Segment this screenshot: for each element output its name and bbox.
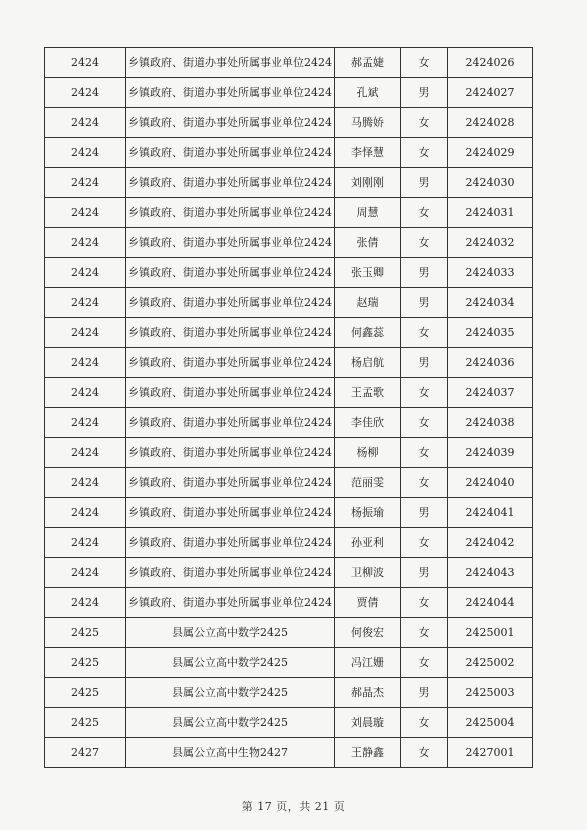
admission-id-cell: 2424027	[448, 78, 533, 108]
unit-name-cell: 乡镇政府、街道办事处所属事业单位2424	[126, 528, 335, 558]
admission-id-cell: 2425003	[448, 678, 533, 708]
admission-id-cell: 2424041	[448, 498, 533, 528]
gender-cell: 男	[401, 498, 448, 528]
gender-cell: 女	[401, 138, 448, 168]
position-code-cell: 2427	[45, 738, 126, 768]
page-footer: 第 17 页，共 21 页	[241, 800, 346, 813]
position-code-cell: 2424	[45, 528, 126, 558]
admission-id-cell: 2424026	[448, 48, 533, 78]
table-row	[45, 258, 533, 288]
candidate-name-cell: 郝晶杰	[335, 678, 401, 708]
table-row	[45, 438, 533, 468]
candidate-name-cell: 郝孟婕	[335, 48, 401, 78]
unit-name-cell: 乡镇政府、街道办事处所属事业单位2424	[126, 138, 335, 168]
admission-id-cell: 2424030	[448, 168, 533, 198]
table-row	[45, 528, 533, 558]
position-code-cell: 2424	[45, 378, 126, 408]
candidate-name-cell: 张倩	[335, 228, 401, 258]
gender-cell: 女	[401, 198, 448, 228]
candidate-name-cell: 李佳欣	[335, 408, 401, 438]
candidate-name-cell: 马腾娇	[335, 108, 401, 138]
gender-cell: 女	[401, 408, 448, 438]
unit-name-cell: 乡镇政府、街道办事处所属事业单位2424	[126, 168, 335, 198]
table-row	[45, 738, 533, 768]
admission-id-cell: 2427001	[448, 738, 533, 768]
admission-id-cell: 2424040	[448, 468, 533, 498]
gender-cell: 女	[401, 528, 448, 558]
table-row	[45, 468, 533, 498]
admission-id-cell: 2424035	[448, 318, 533, 348]
table-row	[45, 378, 533, 408]
admission-id-cell: 2424042	[448, 528, 533, 558]
table-row	[45, 498, 533, 528]
candidate-name-cell: 李怿慧	[335, 138, 401, 168]
candidate-name-cell: 何鑫蕊	[335, 318, 401, 348]
unit-name-cell: 乡镇政府、街道办事处所属事业单位2424	[126, 198, 335, 228]
table-row	[45, 78, 533, 108]
candidate-name-cell: 赵瑞	[335, 288, 401, 318]
gender-cell: 女	[401, 648, 448, 678]
table-row	[45, 198, 533, 228]
table-row	[45, 648, 533, 678]
candidate-table-body	[45, 48, 533, 768]
table-row	[45, 228, 533, 258]
unit-name-cell: 县属公立高中数学2425	[126, 708, 335, 738]
candidate-name-cell: 张玉卿	[335, 258, 401, 288]
unit-name-cell: 乡镇政府、街道办事处所属事业单位2424	[126, 408, 335, 438]
table-row	[45, 708, 533, 738]
position-code-cell: 2424	[45, 318, 126, 348]
position-code-cell: 2424	[45, 228, 126, 258]
gender-cell: 女	[401, 438, 448, 468]
unit-name-cell: 乡镇政府、街道办事处所属事业单位2424	[126, 588, 335, 618]
gender-cell: 女	[401, 738, 448, 768]
unit-name-cell: 乡镇政府、街道办事处所属事业单位2424	[126, 378, 335, 408]
gender-cell: 女	[401, 228, 448, 258]
gender-cell: 男	[401, 348, 448, 378]
gender-cell: 男	[401, 78, 448, 108]
admission-id-cell: 2424036	[448, 348, 533, 378]
admission-id-cell: 2424031	[448, 198, 533, 228]
table-row	[45, 108, 533, 138]
candidate-name-cell: 卫柳波	[335, 558, 401, 588]
unit-name-cell: 乡镇政府、街道办事处所属事业单位2424	[126, 438, 335, 468]
unit-name-cell: 乡镇政府、街道办事处所属事业单位2424	[126, 78, 335, 108]
position-code-cell: 2424	[45, 168, 126, 198]
admission-id-cell: 2424032	[448, 228, 533, 258]
position-code-cell: 2424	[45, 198, 126, 228]
admission-id-cell: 2425001	[448, 618, 533, 648]
admission-id-cell: 2424044	[448, 588, 533, 618]
position-code-cell: 2424	[45, 438, 126, 468]
unit-name-cell: 乡镇政府、街道办事处所属事业单位2424	[126, 108, 335, 138]
gender-cell: 男	[401, 678, 448, 708]
table-row	[45, 618, 533, 648]
position-code-cell: 2424	[45, 138, 126, 168]
table-row	[45, 558, 533, 588]
position-code-cell: 2425	[45, 618, 126, 648]
candidate-name-cell: 杨启航	[335, 348, 401, 378]
unit-name-cell: 乡镇政府、街道办事处所属事业单位2424	[126, 228, 335, 258]
candidate-name-cell: 刘晨璇	[335, 708, 401, 738]
candidate-name-cell: 孙亚利	[335, 528, 401, 558]
gender-cell: 男	[401, 168, 448, 198]
position-code-cell: 2425	[45, 708, 126, 738]
admission-id-cell: 2424038	[448, 408, 533, 438]
position-code-cell: 2424	[45, 108, 126, 138]
gender-cell: 女	[401, 318, 448, 348]
gender-cell: 男	[401, 558, 448, 588]
gender-cell: 男	[401, 288, 448, 318]
candidate-name-cell: 杨柳	[335, 438, 401, 468]
gender-cell: 女	[401, 708, 448, 738]
candidate-name-cell: 冯江姗	[335, 648, 401, 678]
candidate-name-cell: 王静鑫	[335, 738, 401, 768]
admission-id-cell: 2424039	[448, 438, 533, 468]
gender-cell: 女	[401, 468, 448, 498]
admission-id-cell: 2425004	[448, 708, 533, 738]
candidate-name-cell: 刘刚刚	[335, 168, 401, 198]
table-row	[45, 168, 533, 198]
candidate-name-cell: 范丽雯	[335, 468, 401, 498]
unit-name-cell: 乡镇政府、街道办事处所属事业单位2424	[126, 498, 335, 528]
admission-id-cell: 2424037	[448, 378, 533, 408]
position-code-cell: 2424	[45, 48, 126, 78]
position-code-cell: 2424	[45, 588, 126, 618]
admission-id-cell: 2424033	[448, 258, 533, 288]
unit-name-cell: 乡镇政府、街道办事处所属事业单位2424	[126, 258, 335, 288]
gender-cell: 女	[401, 588, 448, 618]
admission-id-cell: 2424028	[448, 108, 533, 138]
candidate-name-cell: 周慧	[335, 198, 401, 228]
admission-id-cell: 2424043	[448, 558, 533, 588]
unit-name-cell: 乡镇政府、街道办事处所属事业单位2424	[126, 558, 335, 588]
table-row	[45, 678, 533, 708]
admission-id-cell: 2424029	[448, 138, 533, 168]
gender-cell: 女	[401, 108, 448, 138]
table-row	[45, 348, 533, 378]
candidate-name-cell: 王孟歌	[335, 378, 401, 408]
unit-name-cell: 乡镇政府、街道办事处所属事业单位2424	[126, 48, 335, 78]
position-code-cell: 2424	[45, 498, 126, 528]
gender-cell: 女	[401, 48, 448, 78]
position-code-cell: 2424	[45, 558, 126, 588]
position-code-cell: 2424	[45, 288, 126, 318]
gender-cell: 女	[401, 618, 448, 648]
unit-name-cell: 乡镇政府、街道办事处所属事业单位2424	[126, 468, 335, 498]
position-code-cell: 2424	[45, 468, 126, 498]
candidate-name-cell: 何俊宏	[335, 618, 401, 648]
unit-name-cell: 县属公立高中数学2425	[126, 678, 335, 708]
table-row	[45, 138, 533, 168]
unit-name-cell: 乡镇政府、街道办事处所属事业单位2424	[126, 318, 335, 348]
gender-cell: 女	[401, 378, 448, 408]
unit-name-cell: 乡镇政府、街道办事处所属事业单位2424	[126, 348, 335, 378]
candidate-name-cell: 贾倩	[335, 588, 401, 618]
unit-name-cell: 县属公立高中数学2425	[126, 648, 335, 678]
table-row	[45, 408, 533, 438]
position-code-cell: 2424	[45, 408, 126, 438]
candidate-name-cell: 孔斌	[335, 78, 401, 108]
unit-name-cell: 县属公立高中生物2427	[126, 738, 335, 768]
position-code-cell: 2425	[45, 678, 126, 708]
candidate-name-cell: 杨振瑜	[335, 498, 401, 528]
unit-name-cell: 县属公立高中数学2425	[126, 618, 335, 648]
position-code-cell: 2424	[45, 348, 126, 378]
gender-cell: 男	[401, 258, 448, 288]
unit-name-cell: 乡镇政府、街道办事处所属事业单位2424	[126, 288, 335, 318]
position-code-cell: 2425	[45, 648, 126, 678]
position-code-cell: 2424	[45, 78, 126, 108]
table-row	[45, 48, 533, 78]
admission-id-cell: 2424034	[448, 288, 533, 318]
position-code-cell: 2424	[45, 258, 126, 288]
candidate-table	[44, 47, 533, 768]
admission-id-cell: 2425002	[448, 648, 533, 678]
table-row	[45, 318, 533, 348]
table-row	[45, 288, 533, 318]
table-row	[45, 588, 533, 618]
